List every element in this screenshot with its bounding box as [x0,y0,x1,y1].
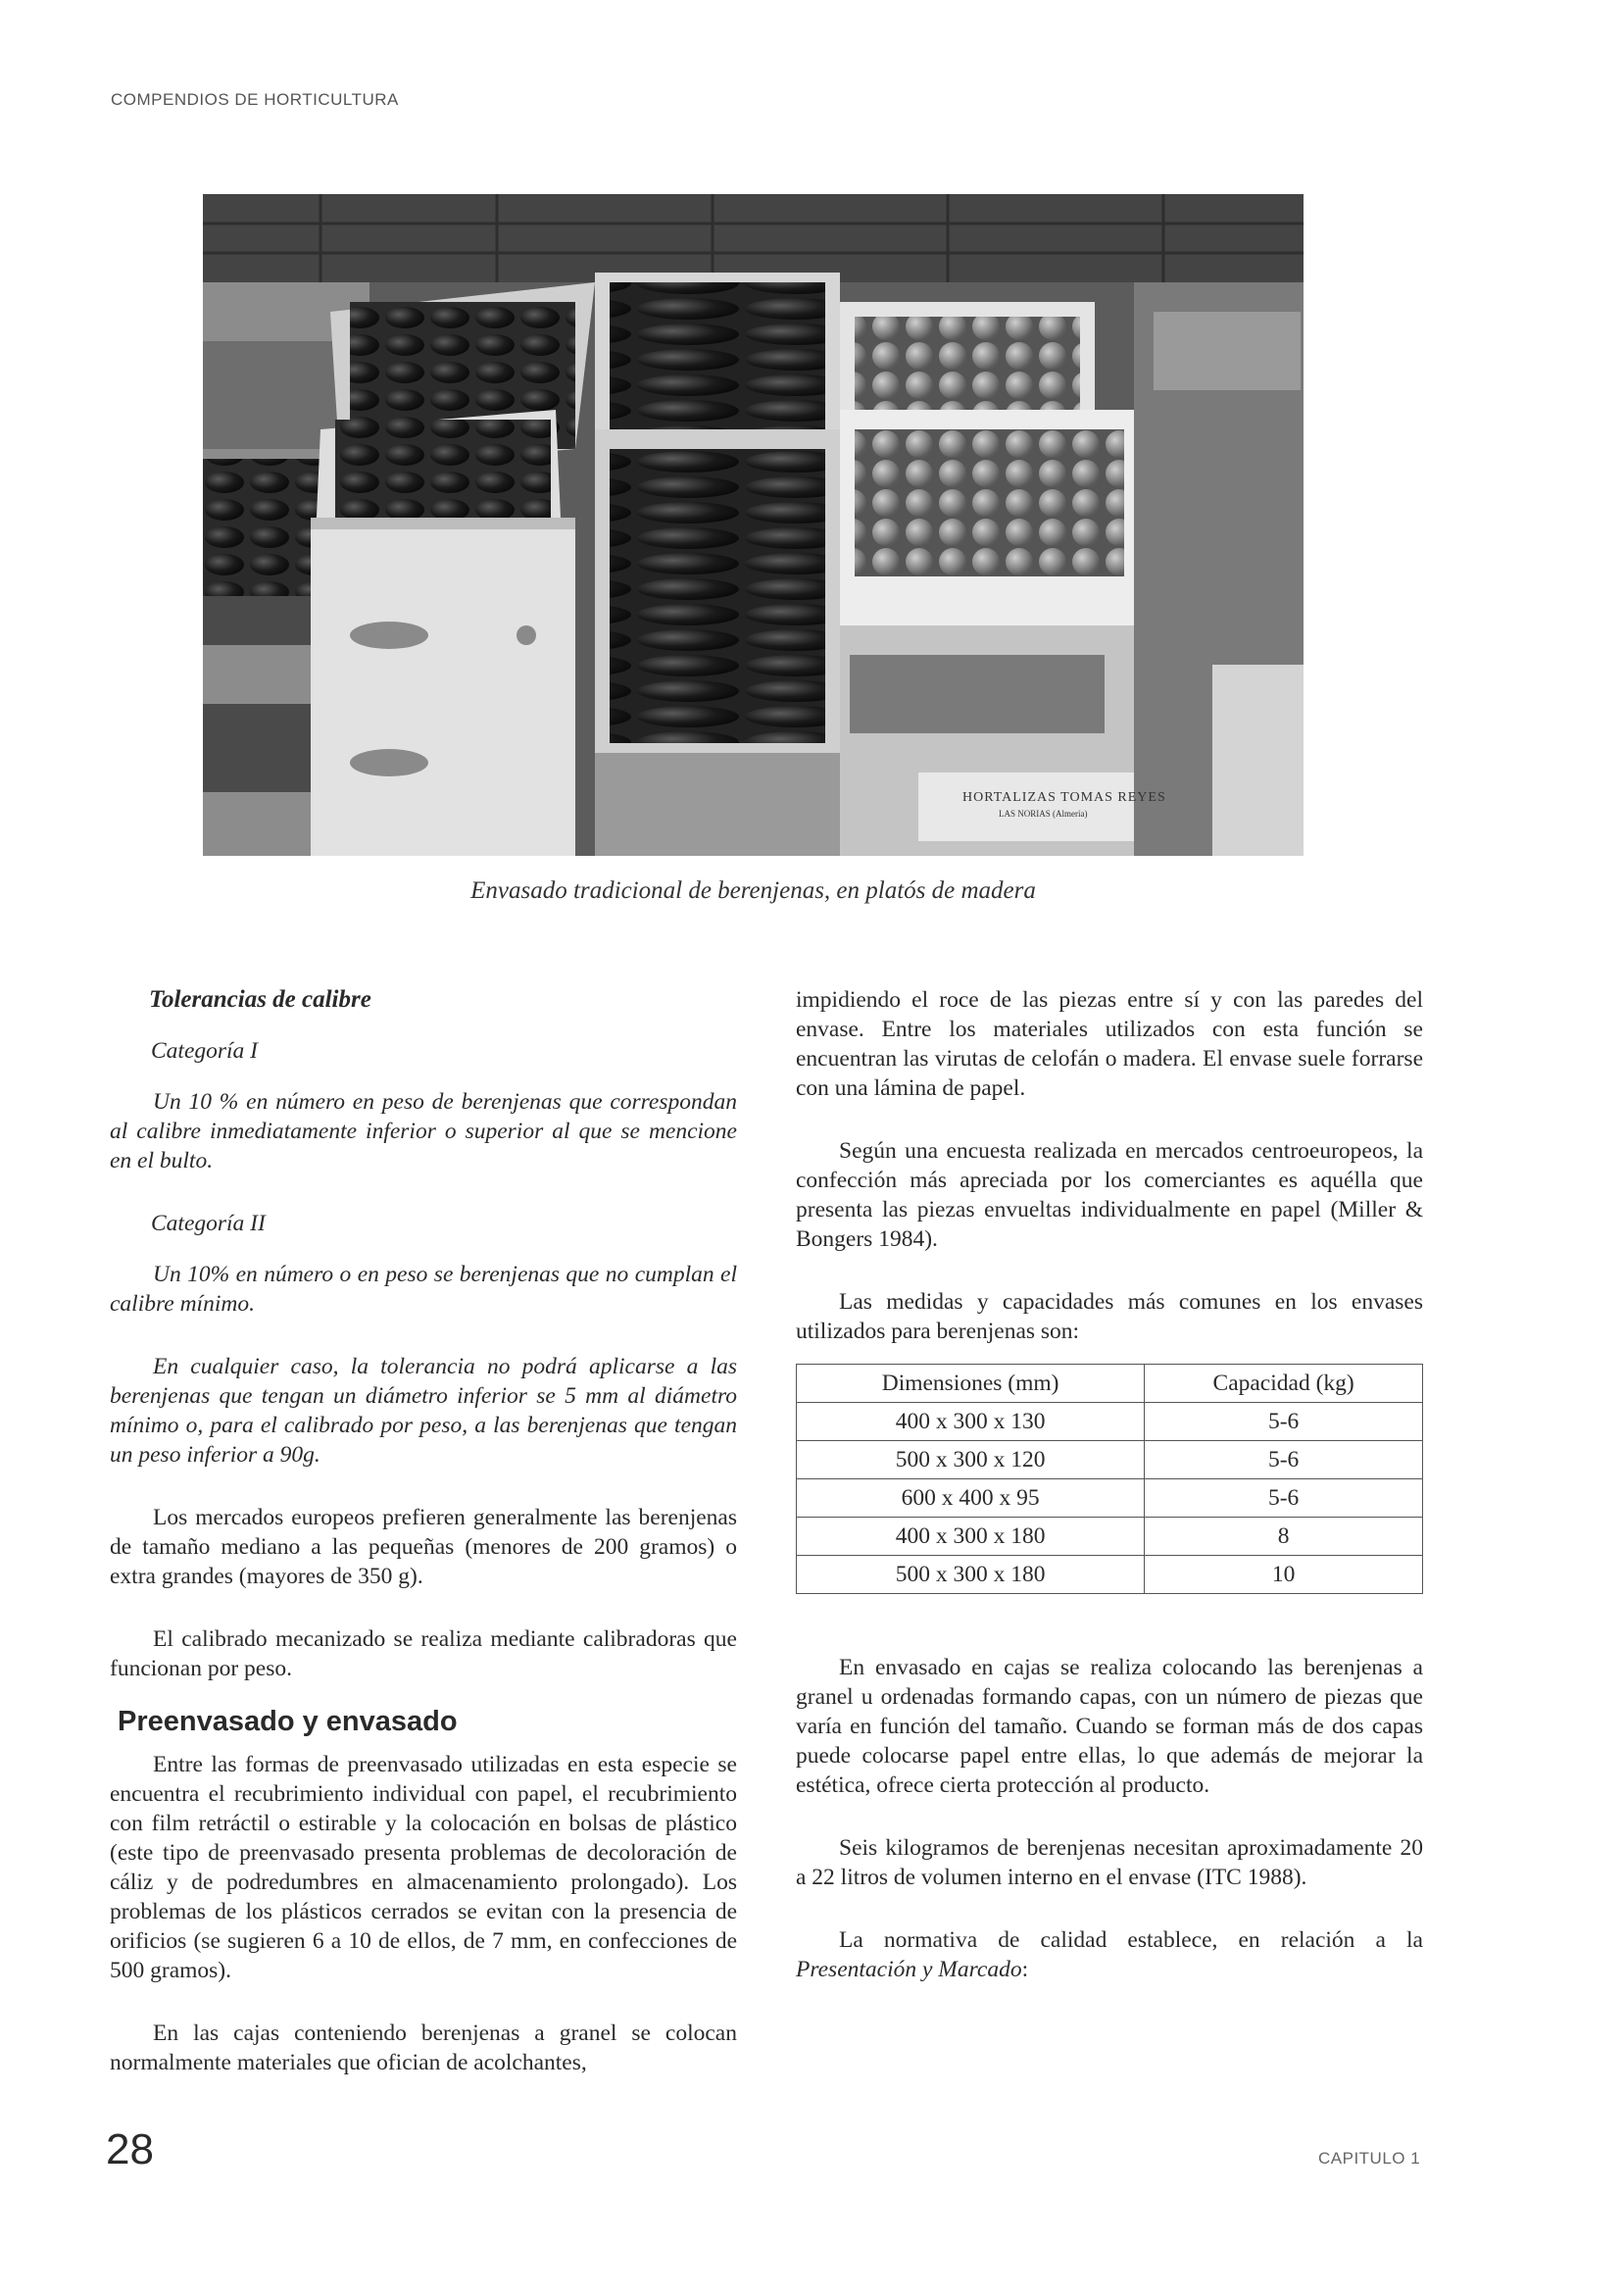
box-label: HORTALIZAS TOMAS REYES [962,790,1166,805]
category-1-label: Categoría I [151,1038,259,1064]
right-column [796,985,1423,2018]
table-cell: 600 x 400 x 95 [797,1479,1145,1518]
box-packing-paragraph: En envasado en cajas se realiza colocando las berenjenas a granel u ordenadas formando capas, con un número de piezas que varía en función del tamaño. Cuando se forman más de dos capas puede colocarse papel entre ellas, lo que además de mejorar la estética, ofrece cierta protección al producto. [796,1655,1423,1798]
dimensions-table [796,1364,1423,1594]
table-cell: 10 [1145,1556,1423,1594]
table-cell: 5-6 [1145,1403,1423,1441]
continuation-paragraph: impidiendo el roce de las piezas entre sí y con las paredes del envase. Entre los materiales utilizados con esta función se encuentran las virutas de celofán o madera. El envase suele forrarse con una lámina de papel. [796,987,1423,1101]
section-heading: Preenvasado y envasado [118,1706,458,1737]
eggplant-crates-photo [203,194,1304,856]
table-cell: 5-6 [1145,1479,1423,1518]
category-1-text: Un 10 % en número en peso de berenjenas que correspondan al calibre inmediatamente inferior o superior al que se mencione en el bulto. [110,1089,737,1173]
table-cell: 400 x 300 x 130 [797,1403,1145,1441]
table-row [797,1403,1423,1441]
six-kg-paragraph: Seis kilogramos de berenjenas necesitan aproximadamente 20 a 22 litros de volumen interno en el envase (ITC 1988). [796,1835,1423,1890]
regulation-colon: : [1021,1957,1029,1982]
boxes-paragraph: En las cajas conteniendo berenjenas a granel se colocan normalmente materiales que ofician de acolchantes, [110,2021,737,2075]
table-header-row [797,1365,1423,1403]
table-cell: 500 x 300 x 120 [797,1441,1145,1479]
tolerance-general-text: En cualquier caso, la tolerancia no podrá aplicarse a las berenjenas que tengan un diámetro inferior se 5 mm al diámetro mínimo o, para el calibrado por peso, a las berenjenas que tengan un peso inferior a 90g. [110,1354,737,1468]
box-label-sub: LAS NORIAS (Almería) [999,809,1088,819]
table-row [797,1518,1423,1556]
calibration-paragraph: El calibrado mecanizado se realiza mediante calibradoras que funcionan por peso. [110,1626,737,1681]
tolerances-heading: Tolerancias de calibre [149,986,371,1013]
table-cell: 5-6 [1145,1441,1423,1479]
eggplant-crates-photo-icon [203,194,1304,856]
regulation-italic: Presentación y Marcado [796,1957,1022,1982]
prepackaging-paragraph: Entre las formas de preenvasado utilizadas en esta especie se encuentra el recubrimiento individual con papel, el recubrimiento con film retráctil o estirable y la colocación en bolsas de plástico (este tipo de preenvasado presenta problemas de decoloración de cáliz y de podredumbres en almacenamiento prolongado). Los problemas de los plásticos cerrados se evitan con la presencia de orificios (se sugieren 6 a 10 de ellos, de 7 mm, en confecciones de 500 gramos). [110,1752,737,1983]
table-cell: 8 [1145,1518,1423,1556]
left-column [110,985,737,2111]
table-header-cell: Capacidad (kg) [1145,1365,1423,1403]
category-2-text: Un 10% en número o en peso se berenjenas que no cumplan el calibre mínimo. [110,1262,737,1317]
measures-intro: Las medidas y capacidades más comunes en los envases utilizados para berenjenas son: [796,1289,1423,1344]
table-header-cell: Dimensiones (mm) [797,1365,1145,1403]
markets-paragraph: Los mercados europeos prefieren generalmente las berenjenas de tamaño mediano a las pequeñas (menores de 200 gramos) o extra grandes (mayores de 350 g). [110,1505,737,1589]
running-header: COMPENDIOS DE HORTICULTURA [111,90,399,109]
page-number: 28 [106,2125,154,2173]
category-2-label: Categoría II [151,1211,266,1236]
photo-caption: Envasado tradicional de berenjenas, en platós de madera [470,877,1036,904]
survey-paragraph: Según una encuesta realizada en mercados centroeuropeos, la confección más apreciada por los comerciantes es aquélla que presenta las piezas envueltas individualmente en papel (Miller & Bongers 1984). [796,1138,1423,1252]
chapter-label: CAPITULO 1 [1318,2149,1421,2168]
regulation-text: La normativa de calidad establece, en relación a la [839,1927,1423,1953]
table-cell: 500 x 300 x 180 [797,1556,1145,1594]
regulation-paragraph [796,1925,1423,1984]
table-cell: 400 x 300 x 180 [797,1518,1145,1556]
table-row [797,1556,1423,1594]
table-row [797,1441,1423,1479]
table-row [797,1479,1423,1518]
